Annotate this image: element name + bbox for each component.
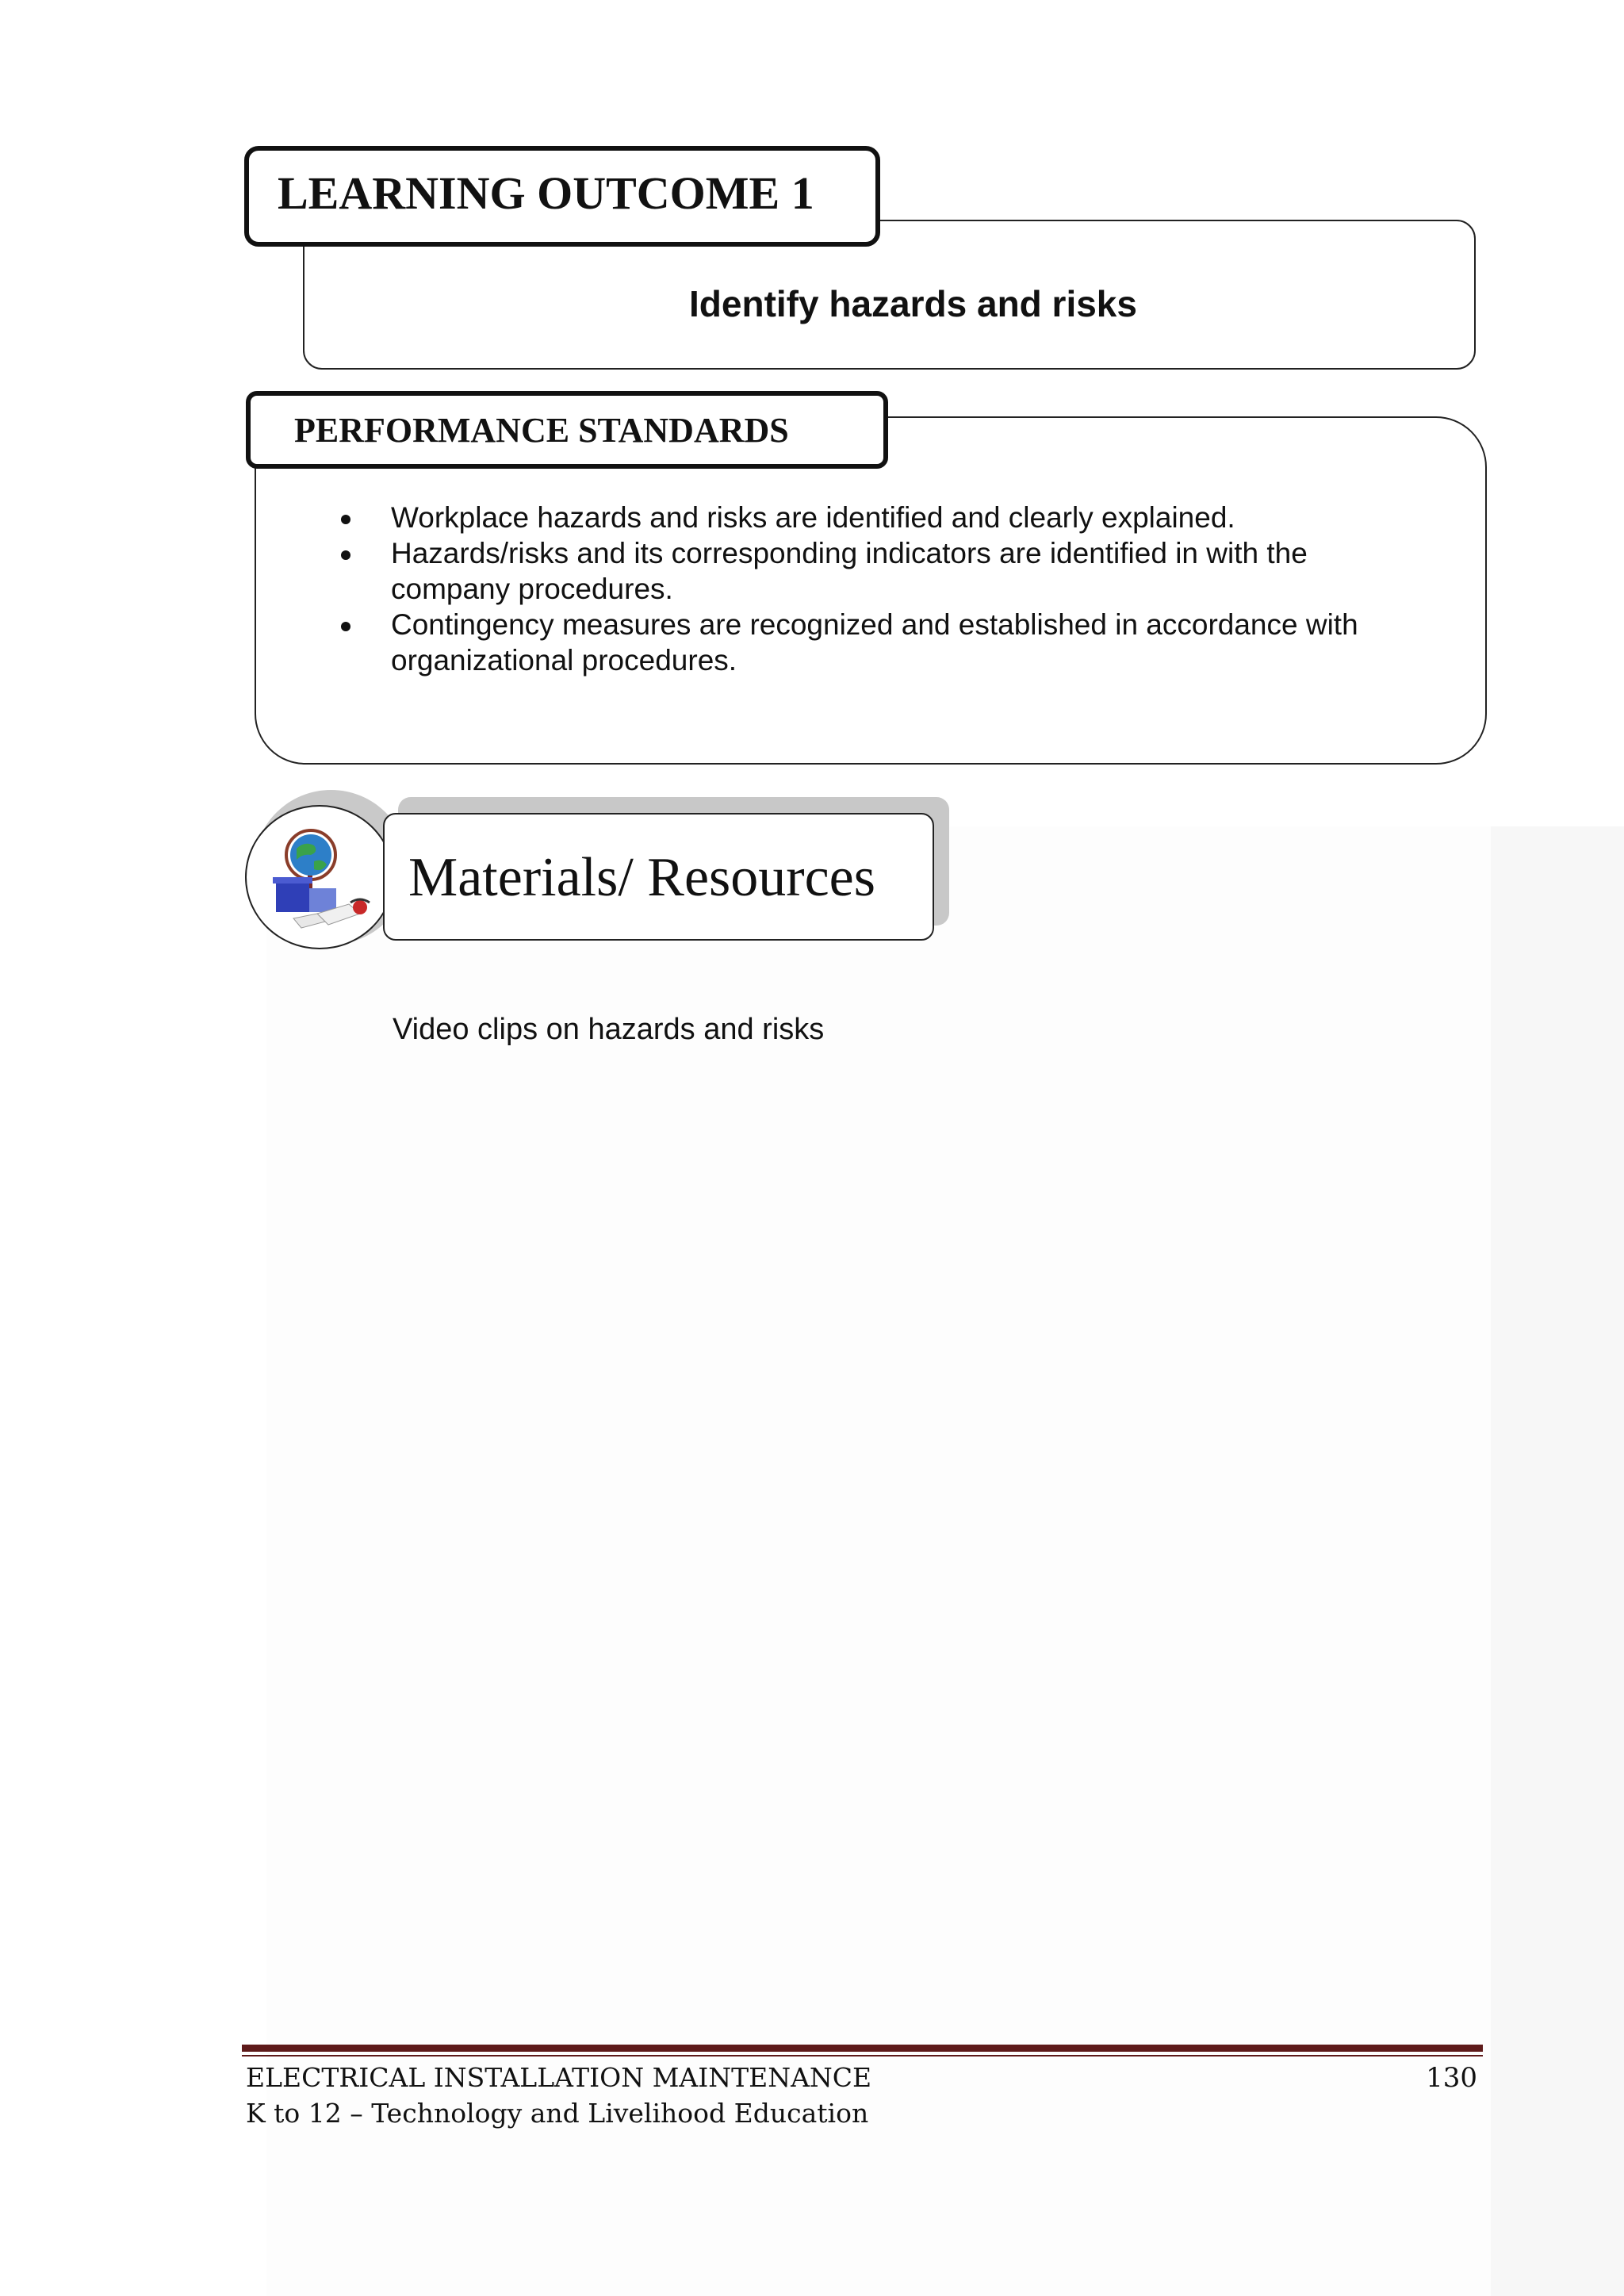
list-item: Contingency measures are recognized and established in accordance with organizational procedures.: [357, 607, 1411, 678]
materials-title: Materials/ Resources: [408, 847, 875, 908]
performance-standards-list: [357, 500, 1411, 678]
learning-outcome-subtitle: Identify hazards and risks: [689, 283, 1137, 324]
list-item: Workplace hazards and risks are identified and clearly explained.: [357, 500, 1411, 535]
list-item: Hazards/risks and its corresponding indicators are identified in with the company procedures.: [357, 535, 1411, 607]
footer-rule-thin: [242, 2055, 1483, 2056]
footer-program: K to 12 – Technology and Livelihood Education: [246, 2098, 869, 2129]
page-number: 130: [1426, 2062, 1477, 2094]
performance-standards-tab: [246, 391, 888, 469]
learning-outcome-tab: [244, 146, 880, 247]
learning-outcome-title: LEARNING OUTCOME 1: [278, 167, 814, 219]
materials-header-box: [383, 813, 934, 941]
performance-standards-title: PERFORMANCE STANDARDS: [294, 411, 789, 450]
footer-rule: [242, 2045, 1483, 2052]
footer-course-title: ELECTRICAL INSTALLATION MAINTENANCE: [246, 2062, 872, 2093]
list-item: Video clips on hazards and risks: [393, 1013, 825, 1046]
page-shade-right: [1491, 826, 1624, 2296]
globe-books-icon: [262, 825, 385, 936]
